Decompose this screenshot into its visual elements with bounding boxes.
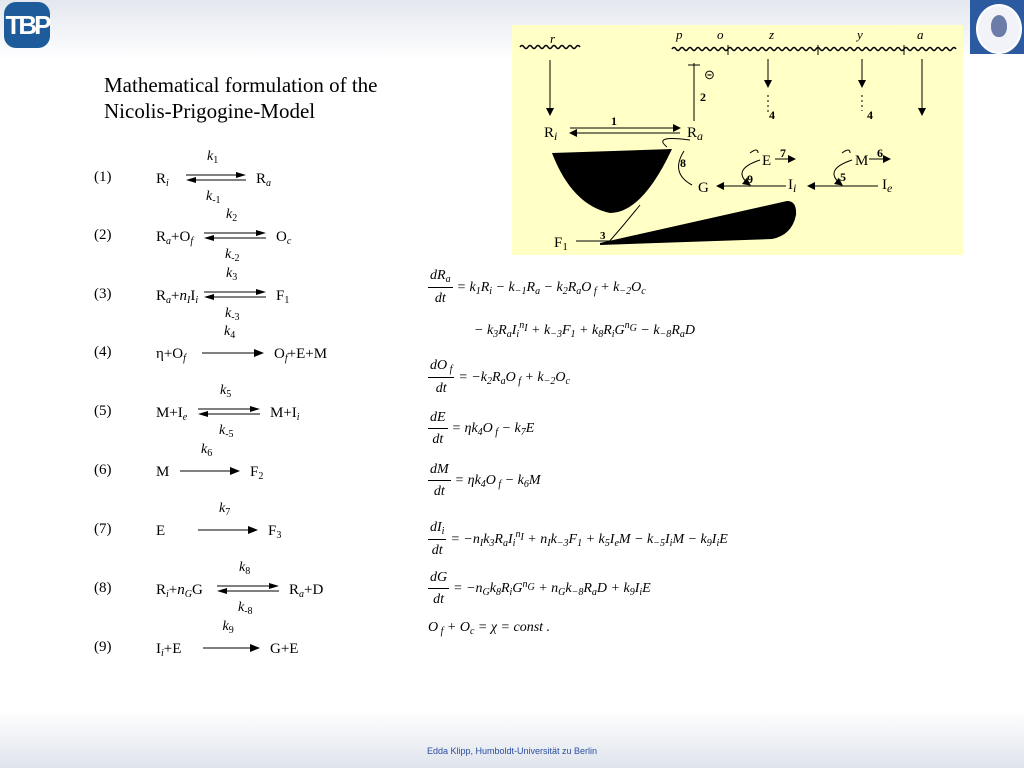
reaction-arrow [198, 524, 264, 538]
reaction-number: (2) [94, 227, 112, 243]
rate-constant-backward: $k_{-1}$ [206, 189, 221, 206]
ode-equation: − $k_3R_aI_i^{n_I} + k_{-3}F_1 + k_8R_iG^{n_G} - k_{-8}R_aD$ [474, 320, 695, 340]
footer-band [0, 710, 1024, 768]
reaction-products: G+E [270, 641, 299, 657]
svg-text:5: 5 [840, 170, 846, 184]
rate-constant-forward: $k_7$ [219, 501, 231, 518]
label-y: y [857, 27, 863, 42]
svg-text:1: 1 [611, 114, 617, 128]
reaction-products: $F_1$ [276, 288, 290, 306]
rate-constant-forward: $k_9$ [222, 619, 234, 636]
node-ii: $I_i$ [788, 177, 797, 195]
reaction-reactants: $R_i$ [156, 171, 169, 189]
reaction-arrow [203, 642, 266, 656]
nicolis-prigogine-scheme [512, 25, 963, 255]
reaction-number: (9) [94, 639, 112, 655]
node-ie: $I_e$ [882, 177, 893, 195]
rate-constant-forward: $k_3$ [226, 266, 238, 283]
reaction-number: (3) [94, 286, 112, 302]
ode-equation: $\frac{dE}{dt}$ = $\eta k_4O$ $_f - k_7E$ [430, 410, 535, 447]
rate-constant-backward: $k_{-3}$ [225, 306, 240, 323]
reaction-arrow [204, 289, 272, 303]
footer-credit: Edda Klipp, Humboldt-Universität zu Berlin [426, 746, 598, 756]
reaction-reactants: $R_i+n_GG$ [156, 582, 203, 600]
reaction-arrow [204, 230, 272, 244]
reaction-number: (6) [94, 462, 112, 478]
scheme-svg [512, 25, 963, 255]
rate-constant-forward: $k_2$ [226, 207, 238, 224]
reaction-number: (8) [94, 580, 112, 596]
node-f1: $F_1$ [554, 235, 568, 253]
reaction-number: (4) [94, 344, 112, 360]
rate-constant-backward: $k_{-5}$ [219, 423, 234, 440]
node-m: M [855, 153, 869, 169]
ode-equation: $\frac{dR_a}{dt}$ = $k_1R_i - k_{-1}R_a - k_2R_aO$ $_f + k_{-2}O_c$ [430, 268, 646, 306]
rate-constant-forward: $k_1$ [207, 149, 219, 166]
reaction-arrow [180, 465, 246, 479]
title-line-1: Mathematical formulation of the [104, 73, 378, 97]
rate-constant-forward: $k_8$ [239, 560, 251, 577]
membrane-right [672, 48, 956, 51]
inhibition-sign: ⊝ [704, 67, 715, 82]
label-z: z [769, 27, 775, 42]
label-o: o [717, 27, 724, 42]
rate-constant-forward: $k_4$ [224, 324, 236, 341]
tbp-logo: TBP [4, 2, 50, 48]
page-title [104, 72, 378, 124]
ode-equation: O $_f + O_c = \chi$ = const . [428, 620, 551, 637]
reaction-products: $O_c$ [276, 229, 292, 247]
node-ra: $R_a$ [687, 125, 704, 143]
node-e: E [762, 153, 772, 169]
node-g: G [698, 180, 709, 196]
reaction-products: $F_2$ [250, 464, 264, 482]
reaction-arrow [198, 406, 266, 420]
reaction-products: $R_a$ [256, 171, 272, 189]
svg-text:9: 9 [747, 172, 753, 186]
svg-text:2: 2 [700, 90, 706, 104]
reaction-reactants: $R_a+n_II_i$ [156, 288, 199, 306]
reaction-products: $O_f+E+M$ [274, 346, 328, 364]
reaction-reactants: $R_a+O_f$ [156, 229, 194, 247]
node-ri: $R_i$ [544, 125, 558, 143]
wedge-shape [600, 201, 796, 245]
label-p: p [676, 27, 683, 42]
reaction-products: $R_a+D$ [289, 582, 324, 600]
ode-equation: $\frac{dM}{dt}$ = $\eta k_4O$ $_f - k_6M$ [430, 462, 541, 499]
rate-constant-forward: $k_6$ [201, 442, 213, 459]
reaction-arrow [217, 583, 285, 597]
bowl-shape [552, 149, 672, 213]
reaction-reactants: $M+I_e$ [156, 405, 188, 423]
reaction-reactants: $\eta+O_f$ [156, 346, 186, 364]
ode-equation: $\frac{dI_i}{dt}$ = $-n_Ik_3R_aI_i^{n_I} + n_Ik_{-3}F_1 + k_5I_eM - k_{-5}I_iM - k_9I_iE$ [430, 520, 728, 558]
reaction-number: (1) [94, 169, 112, 185]
svg-text:7: 7 [780, 146, 786, 160]
reaction-products: $F_3$ [268, 523, 282, 541]
reaction-reactants: $I_i+E$ [156, 641, 182, 659]
rate-constant-forward: $k_5$ [220, 383, 232, 400]
rate-constant-backward: $k_{-2}$ [225, 247, 240, 264]
ode-equation: $\frac{dG}{dt}$ = $-n_Gk_8R_iG^{n_G} + n_Gk_{-8}R_aD + k_9I_iE$ [430, 570, 651, 607]
reaction-number: (7) [94, 521, 112, 537]
reaction-arrow [186, 172, 252, 186]
svg-text:8: 8 [680, 156, 686, 170]
reaction-reactants: M [156, 464, 170, 480]
svg-text:6: 6 [877, 146, 883, 160]
label-a: a [917, 27, 924, 42]
reaction-arrow [202, 347, 270, 361]
label-r: r [550, 31, 556, 46]
rate-constant-backward: $k_{-8}$ [238, 600, 253, 617]
reaction-products: $M+I_i$ [270, 405, 300, 423]
humboldt-university-seal [970, 0, 1024, 54]
svg-text:4: 4 [867, 108, 873, 122]
title-line-2: Nicolis-Prigogine-Model [104, 99, 316, 123]
reaction-number: (5) [94, 403, 112, 419]
ode-equation: $\frac{dO _f}{dt}$ = $-k_2R_aO$ $_f + k_{-2}O_c$ [430, 358, 570, 396]
svg-text:4: 4 [769, 108, 775, 122]
svg-text:3: 3 [600, 230, 606, 242]
reaction-reactants: E [156, 523, 166, 539]
